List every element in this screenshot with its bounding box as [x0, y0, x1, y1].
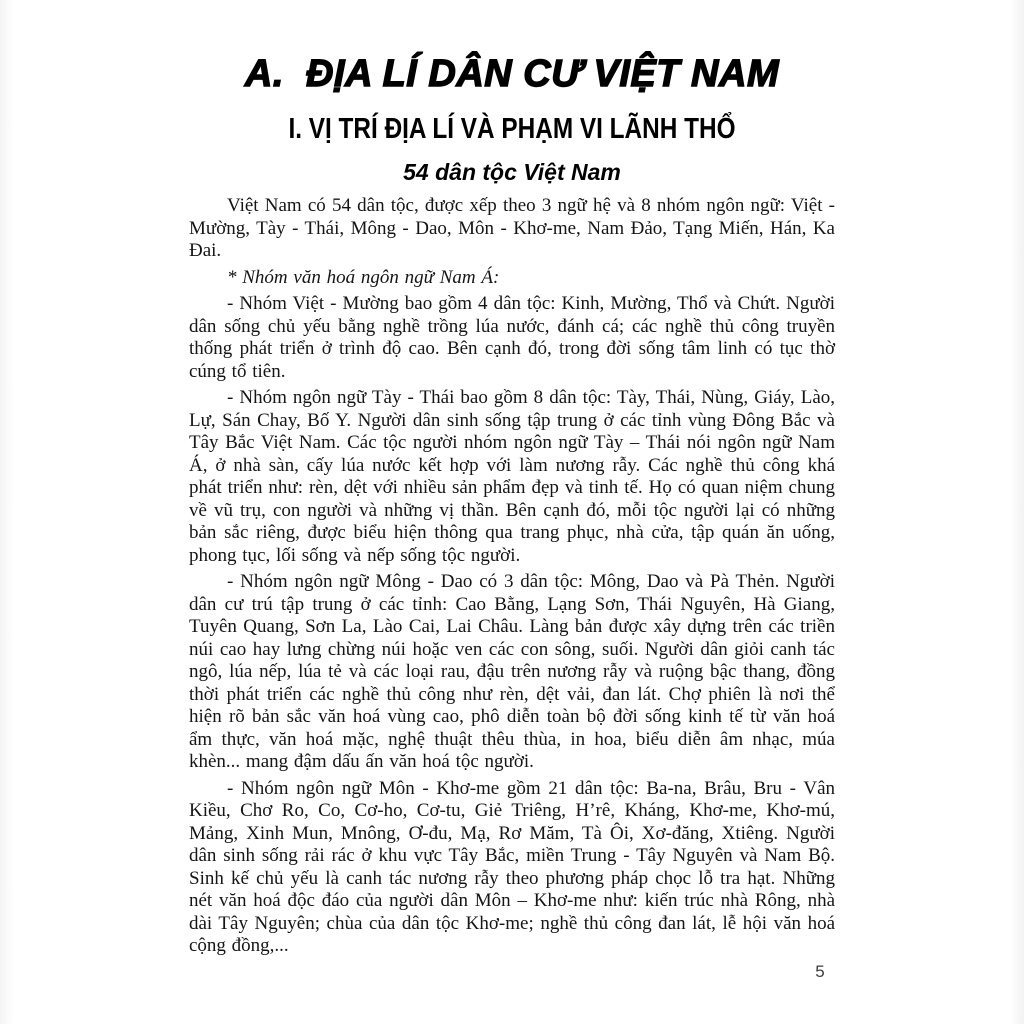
paragraph-mong-dao: - Nhóm ngôn ngữ Mông - Dao có 3 dân tộc: Mông, Dao và Pà Thẻn. Người dân cư trú tập trung ở các tỉnh: Cao Bằng, Lạng Sơn, Thái Nguyên, Hà Giang, Tuyên Quang, Sơn La, Lào Cai, Lai Châu. Làng bản được xây dựng trên các triền núi cao hay lưng chừng núi hoặc ven các con sông, suối. Người dân giỏi canh tác ngô, lúa nếp, lúa tẻ và các loại rau, đậu trên nương rẫy và ruộng bậc thang, đồng thời phát triển các nghề thủ công như rèn, dệt vải, đan lát. Chợ phiên là nơi thể hiện rõ bản sắc văn hoá vùng cao, phô diễn toàn bộ đời sống kinh tế từ văn hoá ẩm thực, văn hoá mặc, nghệ thuật thêu thùa, in hoa, biểu diễn âm nhạc, múa khèn... mang đậm dấu ấn văn hoá tộc người.	[189, 571, 835, 772]
note-line-nam-a: * Nhóm văn hoá ngôn ngữ Nam Á:	[227, 266, 500, 288]
section-heading: I. VỊ TRÍ ĐỊA LÍ VÀ PHẠM VI LÃNH THỔ	[288, 113, 736, 145]
paragraph-mon-khome: - Nhóm ngôn ngữ Môn - Khơ-me gồm 21 dân tộc: Ba-na, Brâu, Bru - Vân Kiều, Chơ Ro, Co, Cơ-ho, Cơ-tu, Giẻ Triêng, H’rê, Kháng, Khơ-me, Khơ-mú, Mảng, Xinh Mun, Mnông, Ơ-đu, Mạ, Rơ Măm, Tà Ôi, Xơ-đăng, Xtiêng. Người dân sinh sống rải rác ở khu vực Tây Bắc, miền Trung - Tây Nguyên và Nam Bộ. Sinh kế chủ yếu là canh tác nương rẫy theo phương pháp chọc lỗ tra hạt. Những nét văn hoá độc đáo của người dân Môn – Khơ-me như: kiến trúc nhà Rông, nhà dài Tây Nguyên; chùa của dân tộc Khơ-me; nghề thủ công đan lát, lễ hội văn hoá cộng đồng,...	[189, 777, 835, 956]
paragraph-tay-thai: - Nhóm ngôn ngữ Tày - Thái bao gồm 8 dân tộc: Tày, Thái, Nùng, Giáy, Lào, Lự, Sán Chay, Bố Y. Người dân sinh sống tập trung ở các tỉnh vùng Đông Bắc và Tây Bắc Việt Nam. Các tộc người nhóm ngôn ngữ Tày – Thái nói ngôn ngữ Nam Á, ở nhà sàn, cấy lúa nước kết hợp với làm nương rẫy. Các nghề thủ công khá phát triển như: rèn, dệt với nhiều sản phẩm đẹp và tinh tế. Họ có quan niệm chung về vũ trụ, con người và những vị thần. Bên cạnh đó, mỗi tộc người lại có những bản sắc riêng, được biểu hiện thông qua trang phục, nhà cửa, tập quán ăn uống, phong tục, lối sống và nếp sống tộc người.	[189, 387, 835, 566]
body-text	[189, 195, 835, 958]
page-number: 5	[815, 962, 825, 981]
page-header	[0, 52, 1024, 186]
subsection-heading: 54 dân tộc Việt Nam	[403, 159, 621, 185]
paragraph-viet-muong: - Nhóm Việt - Mường bao gồm 4 dân tộc: Kinh, Mường, Thổ và Chứt. Người dân sống chủ yếu bằng nghề trồng lúa nước, đánh cá; các nghề thủ công truyền thống phát triển ở trình độ cao. Bên cạnh đó, trong đời sống tâm linh có tục thờ cúng tổ tiên.	[189, 293, 835, 382]
intro-paragraph: Việt Nam có 54 dân tộc, được xếp theo 3 ngữ hệ và 8 nhóm ngôn ngữ: Việt - Mường, Tày - Thái, Mông - Dao, Môn - Khơ-me, Nam Đảo, Tạng Miến, Hán, Ka Đai.	[189, 195, 835, 261]
page-title: A. ĐỊA LÍ DÂN CƯ VIỆT NAM	[244, 53, 780, 95]
